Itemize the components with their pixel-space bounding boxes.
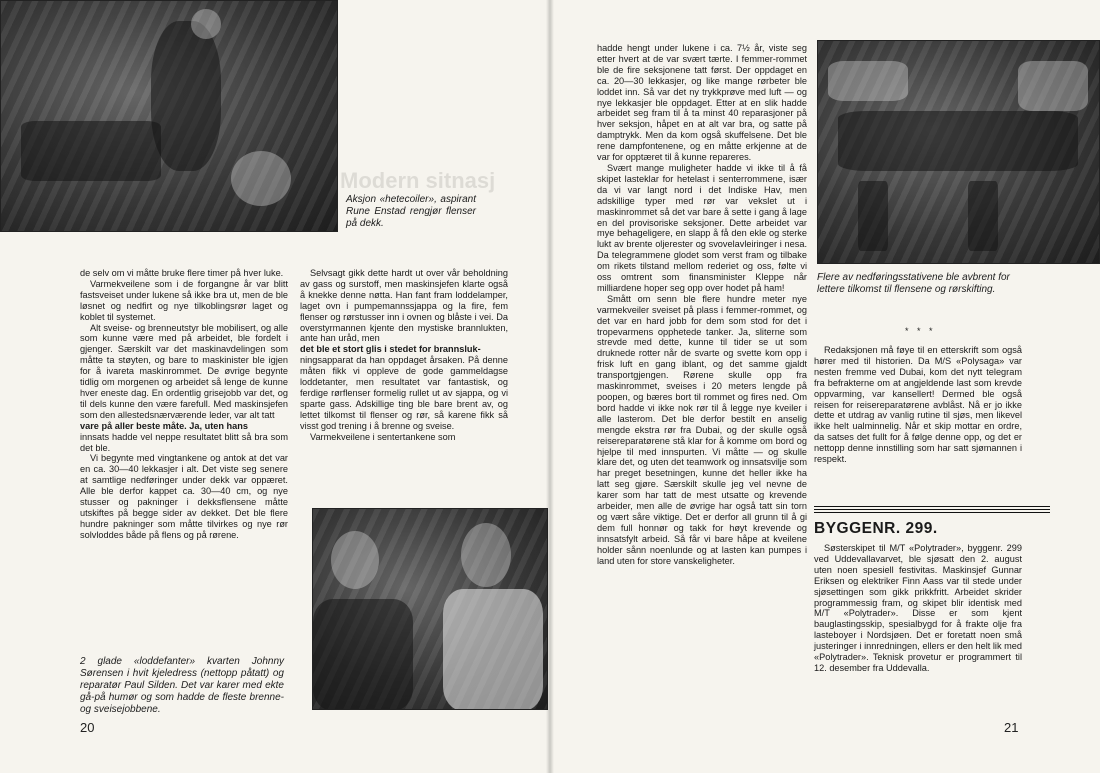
top-photo-pipe-stands <box>817 40 1100 264</box>
heading-rule <box>814 506 1050 515</box>
right-column-2-postscript <box>814 345 1022 465</box>
paragraph: Varmekveilene som i de forgangne år var blitt fastsveiset under lukene så ikke bra ut, men de ble løsnet og nedfirt og nye tilkoblingsrør laget og koblet til systemet. <box>80 278 288 322</box>
paragraph: innsats hadde vel neppe resultatet blitt så bra som det ble. <box>80 431 288 453</box>
top-photo-caption: Aksjon «hetecoiler», aspirant Rune Enstad rengjør flenser på dekk. <box>346 194 476 229</box>
bottom-photo-two-workers <box>312 508 548 710</box>
paragraph: Redaksjonen må føye til en etterskrift som også hører med til historien. Da M/S «Polysaga» var nesten fremme ved Dubai, kom det nytt telegram fra befrakterne om at angjeldende last som krevde oppvarming, var kansellert! Dermed ble også reisen for reisereparatørene avblåst. Nå er jo ikke dette et utdrag av vanlig rutine til sjøs, men likevel ikke helt ualminnelig. Når et skip mottar en ordre, da satses det fullt for å følge denne opp, og det er nettopp denne innstilling som har satt sjømannen i respekt. <box>814 345 1022 465</box>
bottom-photo-caption: 2 glade «loddefanter» kvarten Johnny Sørensen i hvit kjeledress (nettopp påtatt) og reparatør Paul Silden. Det var karer med ekte gå-på humør og som hadde de fleste brenne- og sveisejobbene. <box>80 656 284 715</box>
right-column-2-byggenr <box>814 543 1022 674</box>
right-column-1 <box>597 43 807 567</box>
top-photo-flange-cleaning <box>0 0 338 232</box>
paragraph: Svært mange muligheter hadde vi ikke til å få skipet lasteklar for hetelast i senterrommene, især da vi var langt nord i det Indiske Hav, men adskillige typer med rør var vekslet ut i maskinrommet så det var bare å sette i gang å lage en del provisoriske seksjoner. Dette arbeidet var mye behageligere, en slapp å få den ekle og sterke lukt av brente oljerester og svovelavleiringer i nesa. Da telegrammene glodet som verst fram og tilbake om rikets tilstand mellom rederiet og oss, følte vi oss omtrent som finansminister Kleppe når milliardene hoper seg opp over hodet på ham! <box>597 162 807 293</box>
paragraph: Søsterskipet til M/T «Polytrader», byggenr. 299 ved Uddevallavarvet, ble sjøsatt den 2. august uten noen spesiell festivitas. Maskinsjef Gunnar Eriksen og elektriker Finn Aass var til stede under sjøsettingen som gikk prikkfritt. Arbeidet skrider programmessig fram, og skipet blir identisk med M/T «Polytrader». Disse er som kjent bauglastingsskip, spesialbygd for å frakte olje fra lasteboyer i Nordsjøen. Det er foretatt noen små justeringer i innredningen, ellers er den helt lik med «Polytrader». Teknisk provetur er programmert til 12. desember fra Uddevalla. <box>814 543 1022 673</box>
paragraph: Vi begynte med vingtankene og antok at det var en ca. 30—40 lekkasjer i alt. Det viste seg senere at samtlige nedføringer under dekk var oppæret. Alle ble derfor kappet ca. 30—40 cm, og nye stusser og pakninger i dekksflensene måtte utskiftes på begge sider av dekket. Det ble flere hundre pakninger som måtte tilvirkes og nye rør solvloddes både på flens og på rørene. <box>80 453 288 540</box>
left-column-2 <box>300 268 508 443</box>
left-column-1 <box>80 268 288 541</box>
paragraph-bold: det ble et stort glis i stedet for brannsluk- <box>300 344 481 355</box>
page-number-right: 21 <box>1004 720 1019 735</box>
paragraph: Varmekveilene i sentertankene som <box>310 431 456 442</box>
pipe-stands-caption: Flere av nedføringsstativene ble avbrent for lettere tilkomst til flensene og rørskifting. <box>817 272 1010 295</box>
section-heading: BYGGENR. 299. <box>814 520 938 537</box>
spread-gutter <box>546 0 554 773</box>
paragraph: Selvsagt gikk dette hardt ut over vår beholdning av gass og surstoff, men maskinsjefen klarte også å knekke denne nøtta. Han fant fram loddelamper, laget ovn i pumpemannssjappa og la fire, fem flenser og rørstusser inn i ovnen og blåste i vei. Da overstyrmannen kjente den mystiske brannlukten, ante han uråd, men <box>300 268 508 344</box>
paragraph: de selv om vi måtte bruke flere timer på hver luke. <box>80 268 284 278</box>
right-page <box>550 0 1100 773</box>
show-through-text: Modern sitnasj <box>340 168 496 193</box>
paragraph: hadde hengt under lukene i ca. 7½ år, viste seg etter hvert at de var svært tærte. I femmer-rommet ble de fire seksjonene tatt først. Der oppdaget en ca. 20—30 lekkasjer, og like mange rørbeter ble loddet inn. Så var det ny trykkprøve med luft — og nye lekkasjer ble oppdaget. Etter at en slik hadde arbeidet seg fram til å ta minst 40 reparasjoner på hver seksjon, håpet en at alt var bra, og satte på damptrykk. Men da kom også skuffelsene. Det ble rene dampfontenene, og en måtte erkjenne at de var for opptæret til å kunne repareres. <box>597 43 807 163</box>
page-number-left: 20 <box>80 720 95 735</box>
paragraph: ningsapparat da han oppdaget årsaken. På denne måten fikk vi oppleve de gode gammeldagse loddetanter, men resultatet var fantastisk, og ferdige rørflenser formelig rullet ut av sjappa, og vi sparte gass. Adskillige ting ble bare brent av, og lettet tilkomst til flenser og rør, så karene fikk så visst god trening i å brenne og sveise. <box>300 355 508 431</box>
paragraph: Smått om senn ble flere hundre meter nye varmekveiler sveiset på plass i femmer-rommet, og det var en hard jobb for dem som stod for det i tropevarmens opphetede tanker. Ja, sliterne som strevde med dette, kunne til tider se ut som druknede rotter når de svarte og svette kom opp i frisk luft en gang iblant, og det samme gjaldt transportgjengen. Rørene skulle opp fra maskinrommet, sveises i 20 meters lengde på poopen, og bæres bort til rommet og fires ned. Om bord hadde vi ikke nok rør til å legge nye kveiler i alle lasterom. Det ble derfor bestilt en anselig mengde ekstra rør fra Dubai, og der skulle også reisereparatørene stå klar for å komme om bord og hjelpe til med innspurten. Vi måtte — og skulle klare det, og uten det teamwork og innsatsvilje som har preget besetningen, kunne det heller ikke ha latt seg gjøre. Særskilt skulle jeg vel nevne de karer som har tatt de mest utsatte og krevende arbeider, men alle de øvrige har også tatt sin torn og vært såre viktige. Det er derfor all grunn til å gi dem full honnør og takk for høyt krevende og innsatsfylt arbeid. Så får vi bare håpe at kveilene holder sånn noenlunde og at lasten kan pumpes i land uten for store vanskeligheter. <box>597 293 807 566</box>
section-divider-stars: * * * <box>905 326 936 336</box>
paragraph: Alt sveise- og brenneutstyr ble mobilisert, og alle som kunne være med på arbeidet, ble fordelt i gjenger. Særskilt var det maskinavdelingen som måtte ta støyten, og bare to maskinister ble igjen for å ivareta maskinrommet. De øvrige begynte tidlig om morgenen og arbeidet så lenge de kunne hver eneste dag. En ordentlig grisejobb var det, og til dels kunne den være farefull. Med maskinsjefen som den allestedsnærværende leder, var alt tatt <box>80 322 288 420</box>
paragraph-bold: vare på aller beste måte. Ja, uten hans <box>80 420 249 431</box>
